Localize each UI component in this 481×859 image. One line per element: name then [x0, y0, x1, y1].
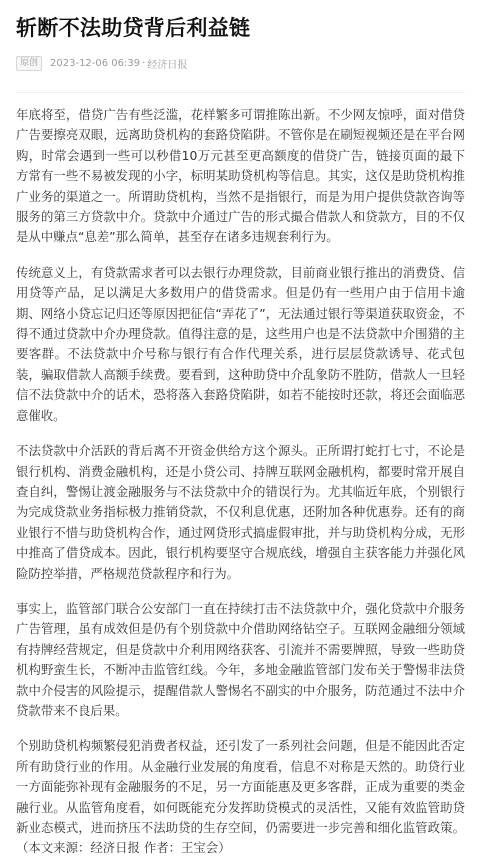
meta-separator: ·	[142, 57, 146, 69]
publish-date: 2023-12-06 06:39	[50, 57, 141, 69]
article-source: 经济日报	[147, 59, 188, 71]
paragraph: 年底将至，借贷广告有些泛滥，花样繁多可谓推陈出新。不少网友惊呼，面对借贷广告要擦亮双眼，远离助贷机构的套路贷陷阱。不管你是在刷短视频还是在平台网购，时常会遇到一些可以秒借10万元甚至更高额度的借贷广告，链接页面的最下方常有一些不易被发现的小字，标明某助贷机构等信息。其实，这仅是助贷机构推广业务的渠道之一。所谓助贷机构，当然不是指银行，而是为用户提供贷款咨询等服务的第三方贷款中介。贷款中介通过广告的形式撮合借款人和贷款方，目的不仅是从中赚点“息差”那么简单，甚至存在诸多违规套利行为。	[16, 107, 465, 245]
article-meta	[16, 55, 465, 71]
paragraph: 个别助贷机构频繁侵犯消费者权益，还引发了一系列社会问题，但是不能因此否定所有助贷行业的作用。从金融行业发展的角度看，信息不对称是天然的。助贷行业一方面能弥补现有金融服务的不足，另一方面能惠及更多客群，正成为重要的类金融行业。从监管角度看，如何既能充分发挥助贷模式的灵活性，又能有效监管助贷新业态模式，进而挤压不法助贷的生存空间，仍需要进一步完善和细化监管政策。（本文来源：经济日报 作者：王宝会）	[16, 738, 465, 856]
article-title: 斩断不法助贷背后利益链	[16, 16, 251, 40]
original-badge: 原创	[16, 56, 42, 71]
paragraph: 传统意义上，有贷款需求者可以去银行办理贷款，目前商业银行推出的消费贷、信用贷等产品，足以满足大多数用户的借贷需求。但是仍有一些用户由于信用卡逾期、网络小贷忘记归还等原因把征信“弄花了”，无法通过银行等渠道获取资金，不得不通过贷款中介办理贷款。值得注意的是，这些用户也是不法贷款中介围猎的主要客群。不法贷款中介号称与银行有合作代理关系，进行层层贷款诱导、花式包装，骗取借款人高额手续费。要看到，这种助贷中介乱象防不胜防，借款人一旦轻信不法贷款中介的话术，恐将落入套路贷陷阱，如若不能按时还款，将还会面临恶意催收。	[16, 264, 465, 423]
article-body	[16, 93, 465, 859]
paragraph: 事实上，监管部门联合公安部门一直在持续打击不法贷款中介，强化贷款中介服务广告管理，虽有成效但是仍有个别贷款中介借助网络钻空子。互联网金融细分领域有持牌经营规定，但是贷款中介利用网络获客、引流并不需要牌照，导致一些助贷机构野蛮生长，不断冲击监管红线。今年，多地金融监管部门发布关于警惕非法贷款中介侵害的风险提示，提醒借款人警惕名不副实的中介服务，防范通过不法中介贷款带来不良后果。	[16, 600, 465, 718]
paragraph: 不法贷款中介活跃的背后离不开资金供给方这个源头。正所谓打蛇打七寸，不论是银行机构、消费金融机构，还是小贷公司、持牌互联网金融机构，都要时常开展自查自纠，警惕让渡金融服务与不法贷款中介的错误行为。尤其临近年底，个别银行为完成贷款业务指标极力推销贷款，不仅利息优惠，还附加各种优惠券。还有的商业银行不惜与助贷机构合作，通过网贷形式搞虚假审批，并与助贷机构分成，无形中推高了借贷成本。因此，银行机构要坚守合规底线，增强自主获客能力并强化风险防控举措，严格规范贷款程序和行为。	[16, 443, 465, 581]
